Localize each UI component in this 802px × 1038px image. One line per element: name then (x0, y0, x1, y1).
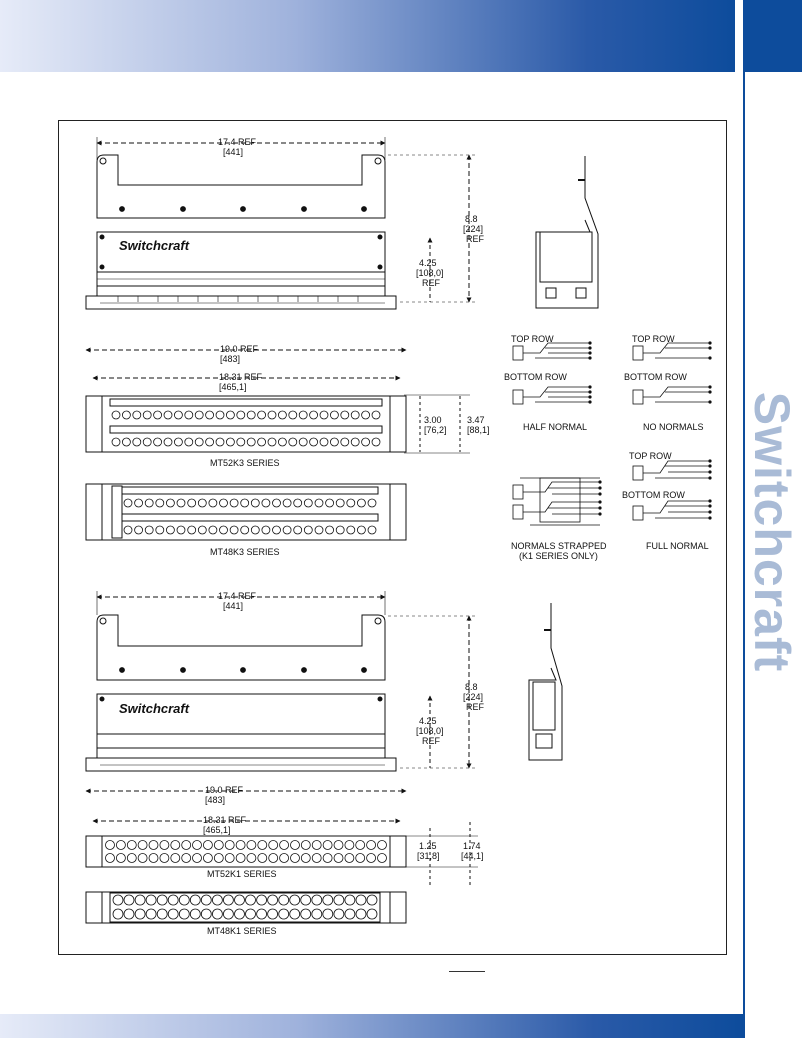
jack-socket (268, 411, 276, 419)
jack-socket (351, 438, 359, 446)
jack-socket (135, 526, 143, 534)
jack-socket (315, 499, 323, 507)
jack-socket (157, 895, 167, 905)
jack-socket (334, 909, 344, 919)
jack-socket (193, 841, 202, 850)
jack-socket (347, 499, 355, 507)
jack-socket (279, 909, 289, 919)
bottom-depth-ref: 4.25 (419, 716, 437, 726)
jack-socket (166, 499, 174, 507)
jack-socket (362, 411, 370, 419)
jack-socket (188, 526, 196, 534)
top-height-ref-word: REF (466, 234, 484, 244)
jack-socket (166, 526, 174, 534)
jack-socket (138, 841, 147, 850)
jack-socket (247, 841, 256, 850)
jack-socket (143, 438, 151, 446)
jack-socket (336, 526, 344, 534)
jack-socket (226, 438, 234, 446)
top-brand-label: Switchcraft (119, 238, 190, 253)
full-top-row: TOP ROW (629, 451, 672, 461)
jack-socket (174, 411, 182, 419)
top-width-mm: [441] (223, 147, 244, 157)
half-top-row: TOP ROW (511, 334, 554, 344)
k1-inner-mm: [465,1] (203, 825, 231, 835)
jack-socket (315, 526, 323, 534)
jack-socket (247, 411, 255, 419)
jack-socket (357, 526, 365, 534)
mt52k1-label: MT52K1 SERIES (207, 869, 277, 879)
bottom-depth-mm: [108,0] (416, 726, 444, 736)
jack-socket (362, 438, 370, 446)
jack-socket (154, 411, 162, 419)
jack-socket (195, 438, 203, 446)
jack-socket (368, 526, 376, 534)
k1-inner-ref: 18.31 REF (203, 815, 247, 825)
jack-socket (378, 841, 387, 850)
bottom-depth-ref-word: REF (422, 736, 440, 746)
jack-socket (135, 909, 145, 919)
jack-socket (299, 438, 307, 446)
jack-socket (133, 438, 141, 446)
full-normal-label: FULL NORMAL (646, 541, 709, 551)
mt48k3-jacks (124, 499, 376, 534)
jack-socket (247, 854, 256, 863)
k3-inner-ref: 18.31 REF (219, 372, 263, 382)
jack-socket (216, 438, 224, 446)
jack-socket (188, 499, 196, 507)
jack-socket (269, 854, 278, 863)
mt52k3-label: MT52K3 SERIES (210, 458, 280, 468)
jack-socket (113, 909, 123, 919)
jack-socket (301, 841, 310, 850)
jack-socket (127, 854, 136, 863)
jack-socket (198, 499, 206, 507)
top-depth-mm: [108,0] (416, 268, 444, 278)
k3-h1: 3.00 (424, 415, 442, 425)
jack-socket (212, 895, 222, 905)
jack-socket (177, 526, 185, 534)
mt52k3-panel (86, 396, 406, 452)
jack-socket (164, 411, 172, 419)
jack-socket (185, 411, 193, 419)
jack-socket (341, 438, 349, 446)
jack-socket (225, 854, 234, 863)
jack-socket (278, 438, 286, 446)
jack-socket (201, 909, 211, 919)
jack-socket (122, 411, 130, 419)
jack-socket (257, 895, 267, 905)
jack-socket (345, 909, 355, 919)
nonorm-top-row: TOP ROW (632, 334, 675, 344)
normals-strapped-label: NORMALS STRAPPED (511, 541, 607, 551)
jack-socket (247, 438, 255, 446)
jack-socket (214, 841, 223, 850)
jack-socket (146, 909, 156, 919)
k3-h2-mm: [88,1] (467, 425, 490, 435)
jack-socket (124, 499, 132, 507)
jack-socket (190, 909, 200, 919)
k1-overall-ref: 19.0 REF (205, 785, 244, 795)
jack-socket (283, 526, 291, 534)
jack-socket (368, 499, 376, 507)
k1-h2-mm: [44,1] (461, 851, 484, 861)
jack-socket (347, 526, 355, 534)
jack-socket (235, 895, 245, 905)
jack-socket (258, 841, 267, 850)
jack-socket (367, 909, 377, 919)
jack-socket (236, 854, 245, 863)
jack-socket (133, 411, 141, 419)
jack-socket (116, 854, 125, 863)
jack-socket (168, 909, 178, 919)
jack-socket (171, 841, 180, 850)
k1-h2: 1.74 (463, 841, 481, 851)
jack-socket (351, 411, 359, 419)
mt52k3-jacks (112, 411, 380, 446)
jack-socket (241, 499, 249, 507)
top-depth-ref-word: REF (422, 278, 440, 288)
jack-socket (237, 438, 245, 446)
jack-socket (198, 526, 206, 534)
bottom-height-ref: 8.8 (465, 682, 478, 692)
half-normal-label: HALF NORMAL (523, 422, 588, 432)
jack-socket (135, 895, 145, 905)
k1-only-label: (K1 SERIES ONLY) (519, 551, 598, 561)
side-brand-text: Switchcraft (744, 391, 800, 673)
jack-socket (268, 895, 278, 905)
jack-socket (336, 499, 344, 507)
jack-socket (291, 854, 300, 863)
jack-socket (174, 438, 182, 446)
jack-socket (269, 841, 278, 850)
k3-overall-mm: [483] (220, 354, 241, 364)
top-height-mm: [224] (463, 224, 484, 234)
bottom-height-mm: [224] (463, 692, 484, 702)
jack-socket (223, 909, 233, 919)
jack-socket (135, 499, 143, 507)
jack-socket (356, 895, 366, 905)
jack-socket (312, 841, 321, 850)
k1-dimensions (86, 791, 478, 886)
jack-socket (258, 438, 266, 446)
jack-socket (312, 895, 322, 905)
jack-socket (330, 411, 338, 419)
jack-socket (323, 841, 332, 850)
jack-socket (310, 411, 318, 419)
jack-socket (290, 895, 300, 905)
jack-socket (279, 895, 289, 905)
jack-socket (251, 499, 259, 507)
jack-socket (378, 854, 387, 863)
jack-socket (246, 909, 256, 919)
k3-inner-mm: [465,1] (219, 382, 247, 392)
jack-socket (283, 499, 291, 507)
jack-socket (156, 499, 164, 507)
jack-socket (226, 411, 234, 419)
bottom-side-profile (529, 603, 562, 760)
mt52k1-jacks (106, 841, 387, 863)
jack-socket (345, 854, 354, 863)
mt48k3-label: MT48K3 SERIES (210, 547, 280, 557)
jack-socket (149, 854, 158, 863)
jack-socket (154, 438, 162, 446)
bottom-width-mm: [441] (223, 601, 244, 611)
jack-socket (146, 895, 156, 905)
jack-socket (209, 526, 217, 534)
jack-socket (326, 499, 334, 507)
jack-socket (124, 895, 134, 905)
jack-socket (157, 909, 167, 919)
jack-socket (262, 526, 270, 534)
jack-socket (268, 909, 278, 919)
jack-socket (367, 841, 376, 850)
jack-socket (320, 438, 328, 446)
jack-socket (299, 411, 307, 419)
jack-socket (251, 526, 259, 534)
jack-socket (334, 895, 344, 905)
top-rear-view (86, 137, 478, 309)
jack-socket (262, 499, 270, 507)
jack-socket (310, 438, 318, 446)
jack-socket (301, 895, 311, 905)
bottom-height-ref-word: REF (466, 702, 484, 712)
jack-socket (182, 841, 191, 850)
jack-socket (206, 411, 214, 419)
jack-socket (193, 854, 202, 863)
jack-socket (301, 909, 311, 919)
jack-socket (301, 854, 310, 863)
jack-socket (145, 499, 153, 507)
jack-socket (164, 438, 172, 446)
jack-socket (345, 895, 355, 905)
jack-socket (149, 841, 158, 850)
jack-socket (289, 411, 297, 419)
jack-socket (106, 841, 115, 850)
bottom-width-ref: 17.4 REF (218, 591, 257, 601)
jack-socket (304, 526, 312, 534)
jack-socket (320, 411, 328, 419)
jack-socket (323, 909, 333, 919)
nonorm-bottom-row: BOTTOM ROW (624, 372, 687, 382)
jack-socket (280, 841, 289, 850)
jack-socket (156, 526, 164, 534)
jack-socket (216, 411, 224, 419)
mt48k1-jacks (113, 895, 377, 919)
bottom-brand-label: Switchcraft (119, 701, 190, 716)
jack-socket (185, 438, 193, 446)
jack-socket (220, 526, 228, 534)
jack-socket (323, 854, 332, 863)
jack-socket (225, 841, 234, 850)
jack-socket (143, 411, 151, 419)
jack-socket (214, 854, 223, 863)
jack-socket (273, 526, 281, 534)
jack-socket (230, 499, 238, 507)
jack-socket (203, 841, 212, 850)
jack-socket (138, 854, 147, 863)
jack-socket (223, 895, 233, 905)
jack-socket (230, 526, 238, 534)
jack-socket (330, 438, 338, 446)
jack-socket (356, 841, 365, 850)
top-width-ref: 17.4 REF (218, 137, 257, 147)
jack-socket (195, 411, 203, 419)
jack-socket (326, 526, 334, 534)
jack-socket (257, 909, 267, 919)
jack-socket (112, 438, 120, 446)
jack-socket (171, 854, 180, 863)
jack-socket (124, 526, 132, 534)
no-normals-label: NO NORMALS (643, 422, 704, 432)
bottom-rear-view (86, 591, 478, 771)
full-bottom-row: BOTTOM ROW (622, 490, 685, 500)
jack-socket (179, 895, 189, 905)
jack-socket (323, 895, 333, 905)
jack-socket (258, 411, 266, 419)
half-bottom-row: BOTTOM ROW (504, 372, 567, 382)
jack-socket (372, 438, 380, 446)
jack-socket (334, 854, 343, 863)
k3-h1-mm: [76,2] (424, 425, 447, 435)
jack-socket (113, 895, 123, 905)
mt48k1-label: MT48K1 SERIES (207, 926, 277, 936)
jack-socket (289, 438, 297, 446)
jack-socket (357, 499, 365, 507)
jack-socket (356, 854, 365, 863)
jack-socket (112, 411, 120, 419)
k3-overall-ref: 19.0 REF (220, 344, 259, 354)
jack-socket (294, 499, 302, 507)
jack-socket (280, 854, 289, 863)
jack-socket (341, 411, 349, 419)
jack-socket (116, 841, 125, 850)
top-side-profile (536, 156, 598, 308)
jack-socket (127, 841, 136, 850)
jack-socket (168, 895, 178, 905)
jack-socket (345, 841, 354, 850)
jack-socket (124, 909, 134, 919)
jack-socket (122, 438, 130, 446)
jack-socket (209, 499, 217, 507)
jack-socket (106, 854, 115, 863)
jack-socket (367, 895, 377, 905)
top-height-ref: 8.8 (465, 214, 478, 224)
jack-socket (203, 854, 212, 863)
jack-socket (278, 411, 286, 419)
jack-socket (372, 411, 380, 419)
jack-socket (179, 909, 189, 919)
jack-socket (177, 499, 185, 507)
jack-socket (206, 438, 214, 446)
jack-socket (273, 499, 281, 507)
jack-socket (312, 854, 321, 863)
jack-socket (312, 909, 322, 919)
jack-socket (356, 909, 366, 919)
jack-socket (304, 499, 312, 507)
k1-overall-mm: [483] (205, 795, 226, 805)
jack-socket (367, 854, 376, 863)
jack-socket (241, 526, 249, 534)
top-depth-ref: 4.25 (419, 258, 437, 268)
jack-socket (258, 854, 267, 863)
k1-h1-mm: [31,8] (417, 851, 440, 861)
jack-socket (268, 438, 276, 446)
jack-socket (190, 895, 200, 905)
jack-socket (237, 411, 245, 419)
jack-socket (182, 854, 191, 863)
jack-socket (291, 841, 300, 850)
jack-socket (160, 854, 169, 863)
k3-h2: 3.47 (467, 415, 485, 425)
jack-socket (201, 895, 211, 905)
jack-socket (236, 841, 245, 850)
jack-socket (212, 909, 222, 919)
jack-socket (246, 895, 256, 905)
jack-socket (235, 909, 245, 919)
k3-dimensions (86, 350, 470, 453)
jack-socket (145, 526, 153, 534)
jack-socket (290, 909, 300, 919)
jack-socket (160, 841, 169, 850)
jack-socket (294, 526, 302, 534)
jack-socket (220, 499, 228, 507)
jack-socket (334, 841, 343, 850)
k1-h1: 1.25 (419, 841, 437, 851)
